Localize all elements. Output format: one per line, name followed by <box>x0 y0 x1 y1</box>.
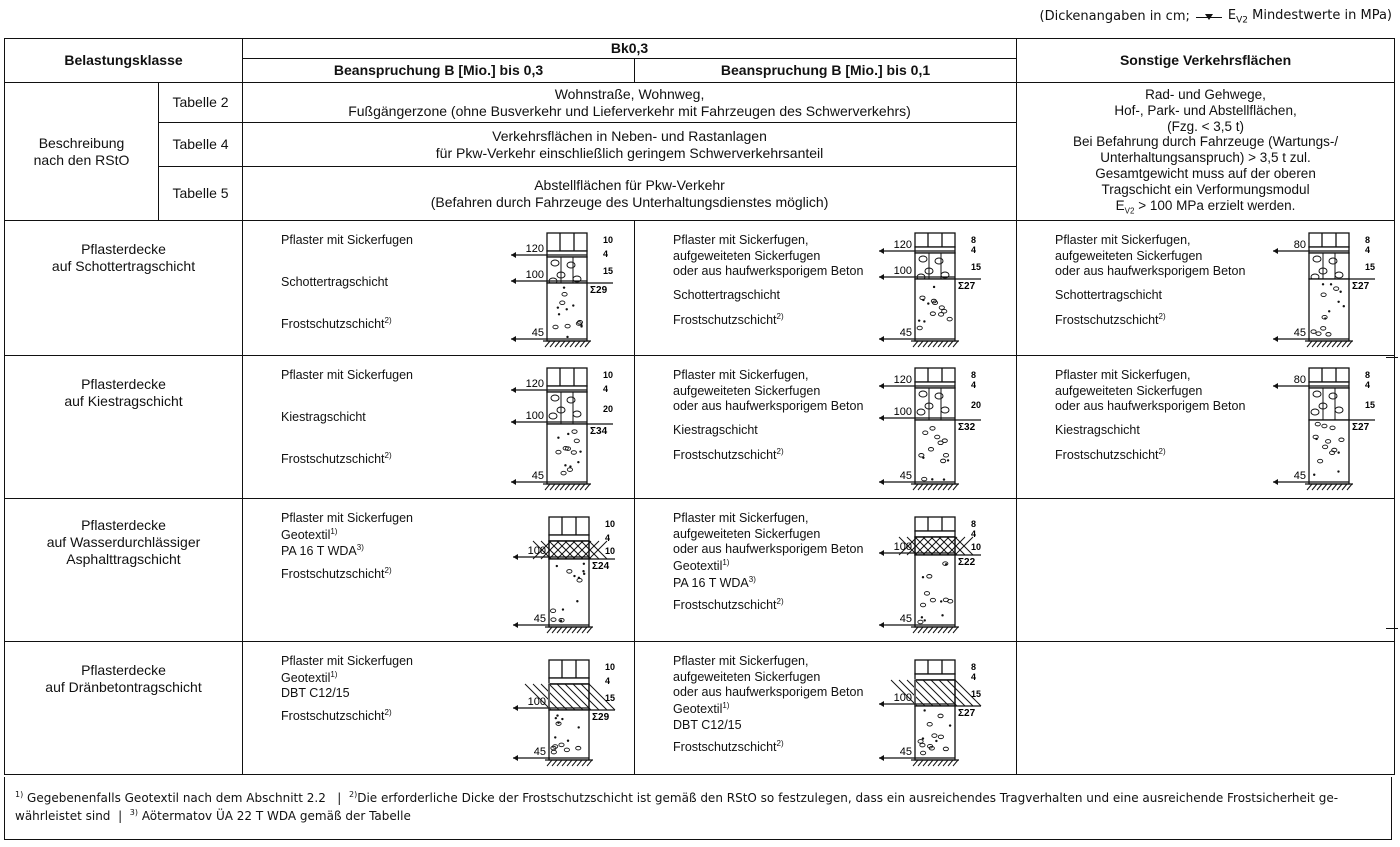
layer-label: aufgeweiteten Sickerfugen <box>673 248 821 263</box>
layer-label: PA 16 T WDA$^{3)}$ <box>673 574 756 590</box>
layer-spacer <box>281 302 413 316</box>
layer-label: oder aus haufwerksporigem Beton <box>673 542 864 557</box>
layer-list <box>673 511 863 614</box>
layer-label: aufgeweiteten Sickerfugen <box>1055 383 1203 398</box>
thickness-value: 8 <box>971 662 977 672</box>
footnote-marker: 1) <box>722 700 730 710</box>
layer-label: PA 16 T WDA$^{3)}$ <box>281 543 364 559</box>
layer-label: Schottertragschicht <box>1055 287 1163 302</box>
header-bk: Bk0,3 <box>243 39 1017 59</box>
ev2-value: 100 <box>527 545 547 557</box>
thickness-value: 10 <box>605 662 616 672</box>
thickness-sum: Σ27 <box>958 281 976 292</box>
layer-label: oder aus haufwerksporigem Beton <box>673 399 864 414</box>
thickness-sum: Σ27 <box>958 708 976 719</box>
cross-section-diagram <box>879 499 1029 641</box>
thickness-sum: Σ29 <box>590 285 608 296</box>
layer-label: Frostschutzschicht$^{2)}$ <box>1055 446 1166 462</box>
ev2-value: 45 <box>1293 470 1307 482</box>
pavement-table <box>4 38 1395 775</box>
cell-r0-c1 <box>243 221 635 356</box>
layer-label: aufgeweiteten Sickerfugen <box>673 669 821 684</box>
thickness-sum: Σ27 <box>1352 281 1370 292</box>
ev2-value: 120 <box>525 243 545 255</box>
ev2-value: 80 <box>1293 239 1307 251</box>
cell-r3-c1 <box>243 642 635 775</box>
layer-label: Pflaster mit Sickerfugen, <box>673 654 809 668</box>
layer-label: Frostschutzschicht$^{2)}$ <box>673 311 784 327</box>
layer-label: DBT C12/15 <box>281 686 350 701</box>
cross-section-diagram <box>879 642 1029 774</box>
header-b2: Beanspruchung B [Mio.] bis 0,1 <box>635 59 1017 83</box>
row-label-schotter: Pflasterdecke auf Schottertragschicht <box>5 221 243 356</box>
row-label-asphalt: Pflasterdecke auf Wasserdurchlässiger Asphalttragschicht <box>5 499 243 642</box>
desc-table-2: Wohnstraße, Wohnweg, Fußgängerzone (ohne Busverkehr und Lieferverkehr mit Fahrzeugen des Schwerverkehrs) <box>243 83 1017 123</box>
layer-spacer <box>1055 439 1245 447</box>
thickness-value: 10 <box>603 370 614 380</box>
units-note: (Dickenangaben in cm; $E_{V2}$ Mindestwerte in MPa) <box>1039 8 1392 26</box>
cell-r2-empty <box>1017 499 1395 642</box>
layer-spacer <box>1055 280 1245 288</box>
ev2-value: 80 <box>1293 374 1307 386</box>
header-belastungsklasse: Belastungsklasse <box>5 39 243 83</box>
footnote-marker: 2) <box>1158 446 1166 456</box>
layer-spacer <box>281 396 413 410</box>
footnote-marker: 3) <box>356 543 364 553</box>
cell-r1-c1 <box>243 356 635 499</box>
cell-r0-c3 <box>1017 221 1395 356</box>
header-b1: Beanspruchung B [Mio.] bis 0,3 <box>243 59 635 83</box>
layer-label: oder aus haufwerksporigem Beton <box>1055 399 1246 414</box>
ev2-value: 45 <box>531 327 545 339</box>
layer-list <box>1055 368 1245 463</box>
footnote-marker: 2) <box>384 451 392 461</box>
table-ref-5: Tabelle 5 <box>159 167 243 221</box>
layer-spacer <box>1055 304 1245 312</box>
thickness-value: 4 <box>971 245 977 255</box>
thickness-value: 10 <box>971 542 982 552</box>
thickness-value: 8 <box>1365 235 1371 245</box>
layer-label: Frostschutzschicht$^{2)}$ <box>673 446 784 462</box>
thickness-value: 15 <box>1365 400 1376 410</box>
layer-label: Frostschutzschicht$^{2)}$ <box>1055 311 1166 327</box>
layer-spacer <box>281 437 413 451</box>
ev2-value: 45 <box>899 470 913 482</box>
thickness-value: 10 <box>603 235 614 245</box>
ev2-value: 45 <box>899 327 913 339</box>
ev2-value: 120 <box>525 378 545 390</box>
thickness-value: 15 <box>971 262 982 272</box>
cell-r3-c2 <box>635 642 1017 775</box>
row-label-draen: Pflasterdecke auf Dränbetontragschicht <box>5 642 243 775</box>
layer-label: Geotextil$^{1)}$ <box>673 700 730 717</box>
ev2-value: 45 <box>899 613 913 625</box>
thickness-value: 15 <box>603 266 614 276</box>
ev2-value: 100 <box>893 692 913 704</box>
thickness-sum: Σ32 <box>958 422 976 433</box>
layer-spacer <box>673 439 863 447</box>
layer-label: Pflaster mit Sickerfugen, <box>673 368 809 382</box>
thickness-value: 4 <box>605 533 611 543</box>
description-label: Beschreibung nach den RStO <box>5 83 159 221</box>
thickness-value: 15 <box>605 693 616 703</box>
footnotes: $^{1)}$ Gegebenenfalls Geotextil nach dem Abschnitt 2.2 | $^{2)}$Die erforderliche Dicke der Frostschutzschicht ist gemäß den RStO so festzulegen, dass ein ausreichendes Tragverhalten und eine ausreichende Frostsicherheit ge- währleistet sind | $^{3)}$ Aötermatov ÜA 22 T WDA gemäß der Tabelle <box>4 777 1392 840</box>
ev2-value: 100 <box>525 269 545 281</box>
layer-label: DBT C12/15 <box>673 717 742 732</box>
layer-label: Frostschutzschicht$^{2)}$ <box>673 739 784 755</box>
thickness-value: 10 <box>605 546 616 556</box>
ev2-value: 100 <box>893 541 913 553</box>
layer-spacer <box>1055 415 1245 423</box>
layer-label: Pflaster mit Sickerfugen, <box>1055 368 1191 382</box>
layer-list <box>281 511 413 583</box>
ev2-value: 120 <box>893 374 913 386</box>
thickness-value: 4 <box>605 676 611 686</box>
cell-r0-c2 <box>635 221 1017 356</box>
table-ref-2: Tabelle 2 <box>159 83 243 123</box>
layer-spacer <box>673 415 863 423</box>
footnote-marker: 2) <box>776 311 784 321</box>
layer-list <box>281 368 413 480</box>
thickness-value: 8 <box>971 519 977 529</box>
layer-label: Kiestragschicht <box>281 409 366 424</box>
layer-list <box>673 368 863 463</box>
layer-spacer <box>281 261 413 275</box>
layer-list <box>673 233 863 328</box>
ev2-value: 45 <box>531 470 545 482</box>
layer-label: Kiestragschicht <box>673 422 758 437</box>
ev2-value: 100 <box>893 265 913 277</box>
thickness-value: 4 <box>971 380 977 390</box>
cell-r2-c1 <box>243 499 635 642</box>
desc-table-4: Verkehrsflächen in Neben- und Rastanlagen für Pkw-Verkehr einschließlich geringem Schwerverkehrsanteil <box>243 123 1017 167</box>
layer-spacer <box>673 280 863 288</box>
layer-label: Geotextil$^{1)}$ <box>281 526 338 542</box>
layer-label: Schottertragschicht <box>673 287 781 302</box>
ev2-value: 100 <box>525 410 545 422</box>
thickness-value: 4 <box>603 384 609 394</box>
cell-r2-c2 <box>635 499 1017 642</box>
thickness-value: 4 <box>971 529 977 539</box>
layer-label: aufgeweiteten Sickerfugen <box>1055 248 1203 263</box>
layer-list <box>1055 233 1245 328</box>
thickness-sum: Σ34 <box>590 426 608 437</box>
layer-label: Frostschutzschicht$^{2)}$ <box>281 316 392 332</box>
desc-sonstige: Rad- und Gehwege, Hof-, Park- und Abstellflächen, (Fzg. < 3,5 t) Bei Befahrung durch Fahrzeuge (Wartungs-/ Unterhaltungsanspruch) > 3,5 t zul. Gesamtgewicht muss auf der oberen Tragschicht ein Verformungsmodul $E_{V2} > 100$ MPa erzielt werden. <box>1017 83 1395 221</box>
edge-tick <box>1386 357 1398 358</box>
footnote-marker: 2) <box>384 316 392 326</box>
ev2-value: 45 <box>533 613 547 625</box>
thickness-sum: Σ27 <box>1352 422 1370 433</box>
layer-label: Frostschutzschicht$^{2)}$ <box>281 566 392 582</box>
row-label-kies: Pflasterdecke auf Kiestragschicht <box>5 356 243 499</box>
layer-label: oder aus haufwerksporigem Beton <box>673 685 864 700</box>
ev2-arrow-icon <box>1196 12 1222 22</box>
ev2-value: 120 <box>893 239 913 251</box>
layer-label: Pflaster mit Sickerfugen <box>281 654 414 668</box>
cross-section-diagram <box>1273 221 1400 355</box>
footnote-marker: 2) <box>384 566 392 576</box>
footnote-marker: 2) <box>384 708 392 718</box>
layer-label: Pflaster mit Sickerfugen <box>281 233 414 247</box>
layer-list <box>281 233 413 345</box>
footnote-marker: 2) <box>776 446 784 456</box>
ev2-value: 45 <box>899 746 913 758</box>
footnote-marker: 1) <box>330 526 338 536</box>
thickness-sum: Σ24 <box>592 561 610 572</box>
layer-label: Frostschutzschicht$^{2)}$ <box>673 597 784 613</box>
thickness-value: 4 <box>1365 380 1371 390</box>
footnote-marker: 2) <box>1158 311 1166 321</box>
layer-label: Geotextil$^{1)}$ <box>281 669 338 685</box>
layer-label: Kiestragschicht <box>1055 422 1140 437</box>
footnote-marker: 1) <box>330 669 338 679</box>
ev2-value: 100 <box>893 406 913 418</box>
layer-label: Pflaster mit Sickerfugen <box>281 368 414 382</box>
thickness-value: 15 <box>1365 262 1376 272</box>
thickness-value: 8 <box>971 235 977 245</box>
thickness-value: 8 <box>1365 370 1371 380</box>
cell-r1-c2 <box>635 356 1017 499</box>
layer-label: aufgeweiteten Sickerfugen <box>673 526 821 541</box>
layer-label: oder aus haufwerksporigem Beton <box>673 264 864 279</box>
edge-tick <box>1386 628 1398 629</box>
ev2-value: 45 <box>1293 327 1307 339</box>
table-ref-4: Tabelle 4 <box>159 123 243 167</box>
desc-table-5: Abstellflächen für Pkw-Verkehr (Befahren durch Fahrzeuge des Unterhaltungsdienstes möglich) <box>243 167 1017 221</box>
layer-label: oder aus haufwerksporigem Beton <box>1055 264 1246 279</box>
cross-section-diagram <box>879 221 1029 355</box>
thickness-value: 4 <box>971 672 977 682</box>
layer-label: Pflaster mit Sickerfugen, <box>673 233 809 247</box>
cross-section-diagram <box>1273 356 1400 498</box>
footnote-marker: 2) <box>776 597 784 607</box>
header-sonstige: Sonstige Verkehrsflächen <box>1017 39 1395 83</box>
layer-label: Frostschutzschicht$^{2)}$ <box>281 708 392 724</box>
thickness-value: 4 <box>603 249 609 259</box>
footnote-marker: 3) <box>748 574 756 584</box>
cell-r3-empty <box>1017 642 1395 775</box>
thickness-sum: Σ29 <box>592 712 610 723</box>
layer-label: Frostschutzschicht$^{2)}$ <box>281 451 392 467</box>
cross-section-diagram <box>879 356 1029 498</box>
cell-r1-c3 <box>1017 356 1395 499</box>
layer-list <box>673 654 863 756</box>
thickness-value: 4 <box>1365 245 1371 255</box>
thickness-value: 20 <box>971 400 982 410</box>
layer-label: aufgeweiteten Sickerfugen <box>673 383 821 398</box>
layer-list <box>281 654 413 725</box>
layer-label: Geotextil$^{1)}$ <box>673 557 730 574</box>
ev2-value: 45 <box>533 746 547 758</box>
ev2-value: 100 <box>527 696 547 708</box>
footnote-marker: 2) <box>776 739 784 749</box>
layer-spacer <box>673 304 863 312</box>
thickness-sum: Σ22 <box>958 557 976 568</box>
layer-label: Pflaster mit Sickerfugen, <box>1055 233 1191 247</box>
thickness-value: 10 <box>605 519 616 529</box>
thickness-value: 20 <box>603 404 614 414</box>
footnote-marker: 1) <box>722 557 730 567</box>
layer-label: Pflaster mit Sickerfugen <box>281 511 414 525</box>
thickness-value: 15 <box>971 689 982 699</box>
thickness-value: 8 <box>971 370 977 380</box>
layer-label: Schottertragschicht <box>281 274 389 289</box>
layer-label: Pflaster mit Sickerfugen, <box>673 511 809 525</box>
